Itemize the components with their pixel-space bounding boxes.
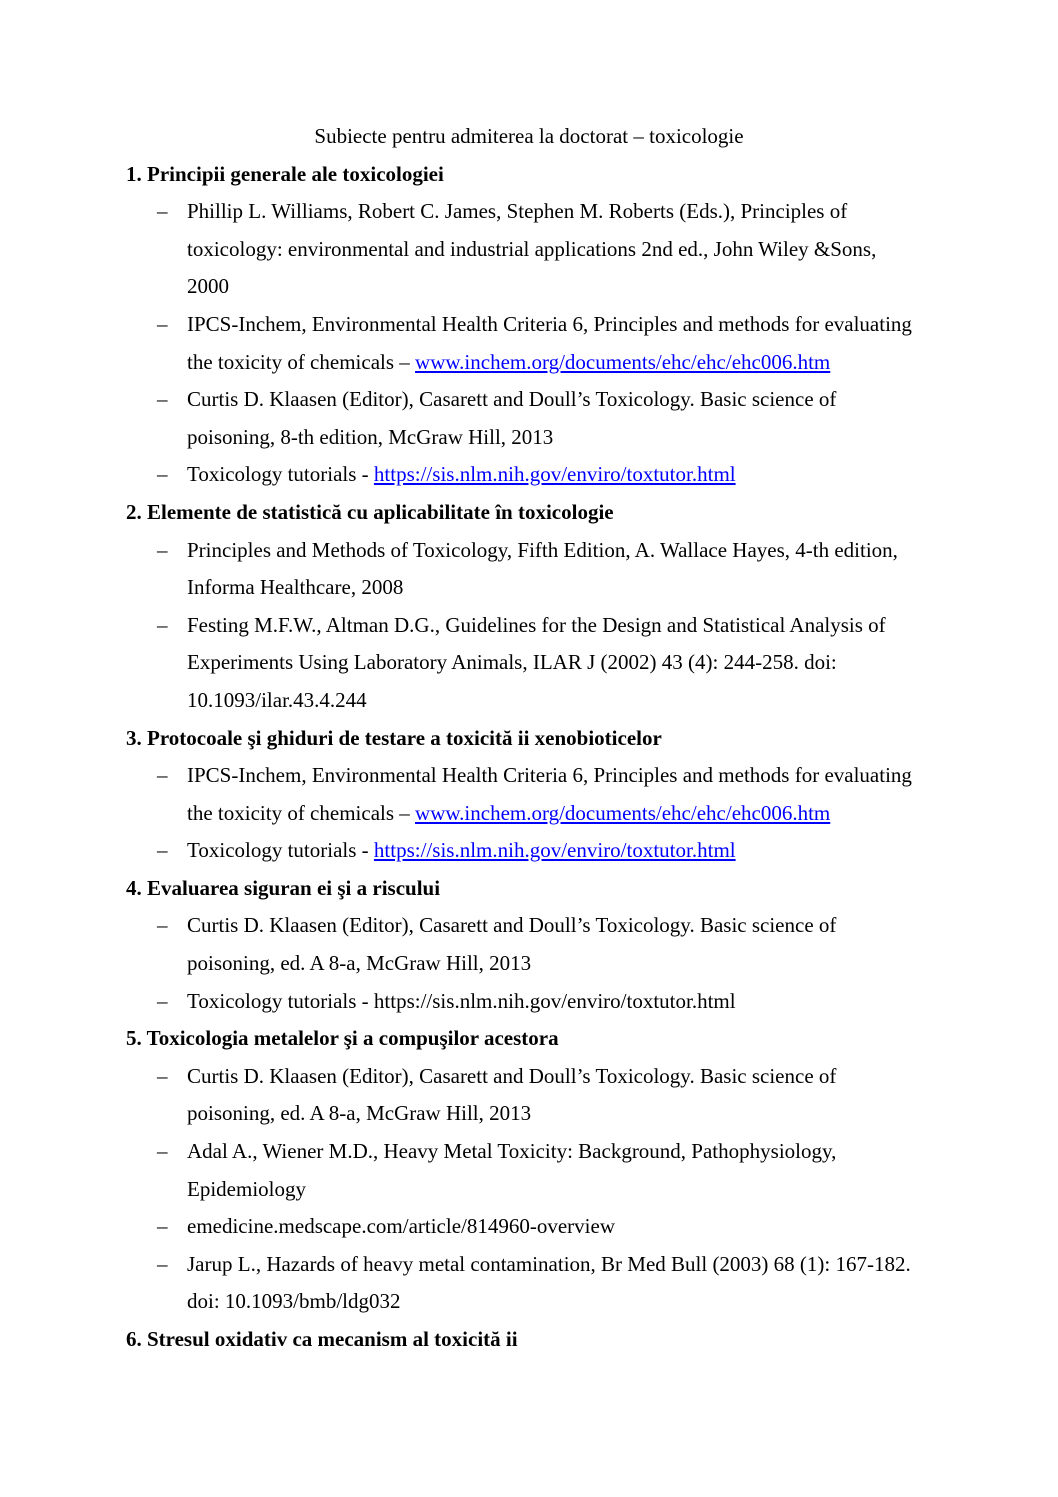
bullet-dash-marker: – [157, 1063, 168, 1088]
reference-item [126, 532, 932, 607]
section-heading: 1. Principii generale ale toxicologiei [126, 161, 444, 186]
bullet-dash-marker: – [157, 838, 168, 863]
bullet-dash-marker: – [157, 537, 168, 562]
reference-item [126, 306, 932, 381]
reference-item [126, 381, 932, 456]
reference-text: poisoning, ed. A 8-a, McGraw Hill, 2013 [187, 1101, 532, 1126]
reference-item [126, 757, 932, 832]
reference-line [157, 1058, 932, 1096]
bullet-dash-marker: – [157, 1139, 168, 1164]
reference-text: Curtis D. Klaasen (Editor), Casarett and Doull’s Toxicology. Basic science of [187, 913, 837, 938]
reference-line [157, 306, 932, 344]
reference-line [157, 983, 932, 1021]
reference-line [187, 268, 932, 306]
reference-line [157, 381, 932, 419]
reference-line [187, 1095, 932, 1133]
reference-text: IPCS-Inchem, Environmental Health Criteria 6, Principles and methods for evaluating [187, 763, 912, 788]
reference-line [187, 1283, 932, 1321]
reference-text: Curtis D. Klaasen (Editor), Casarett and Doull’s Toxicology. Basic science of [187, 387, 837, 412]
reference-line [187, 644, 932, 682]
reference-text: 10.1093/ilar.43.4.244 [187, 687, 367, 712]
reference-text: Toxicology tutorials - [187, 838, 374, 863]
reference-text: poisoning, 8-th edition, McGraw Hill, 2013 [187, 424, 554, 449]
sections-container [126, 156, 932, 1359]
reference-item [126, 832, 932, 870]
reference-item [126, 1133, 932, 1208]
reference-text: doi: 10.1093/bmb/ldg032 [187, 1289, 401, 1314]
hyperlink[interactable]: www.inchem.org/documents/ehc/ehc/ehc006.htm [415, 800, 831, 825]
reference-line [157, 907, 932, 945]
reference-item [126, 907, 932, 982]
reference-line [187, 419, 932, 457]
reference-line [187, 795, 932, 833]
bullet-dash-marker: – [157, 1251, 168, 1276]
reference-text: toxicology: environmental and industrial applications 2nd ed., John Wiley &Sons, [187, 236, 877, 261]
reference-text: poisoning, ed. A 8-a, McGraw Hill, 2013 [187, 951, 532, 976]
reference-line [157, 607, 932, 645]
reference-line [187, 569, 932, 607]
reference-line [157, 1208, 932, 1246]
reference-text: Principles and Methods of Toxicology, Fifth Edition, A. Wallace Hayes, 4-th edition, [187, 537, 898, 562]
reference-line [157, 832, 932, 870]
reference-item [126, 983, 932, 1021]
reference-line [157, 1133, 932, 1171]
hyperlink[interactable]: www.inchem.org/documents/ehc/ehc/ehc006.htm [415, 349, 831, 374]
bullet-dash-marker: – [157, 1214, 168, 1239]
reference-item [126, 193, 932, 306]
document-title: Subiecte pentru admiterea la doctorat – toxicologie [314, 124, 744, 148]
hyperlink[interactable]: https://sis.nlm.nih.gov/enviro/toxtutor.html [373, 838, 736, 863]
reference-line [157, 532, 932, 570]
reference-line [187, 945, 932, 983]
reference-text: the toxicity of chemicals – [187, 349, 416, 374]
reference-text: Informa Healthcare, 2008 [187, 575, 404, 600]
reference-line [187, 344, 932, 382]
reference-item [126, 607, 932, 720]
reference-text: IPCS-Inchem, Environmental Health Criteria 6, Principles and methods for evaluating [187, 311, 912, 336]
section-heading: 3. Protocoale şi ghiduri de testare a toxicită ii xenobioticelor [126, 725, 662, 750]
reference-text: 2000 [187, 274, 229, 299]
section-heading: 6. Stresul oxidativ ca mecanism al toxicită ii [126, 1327, 518, 1351]
reference-text: Curtis D. Klaasen (Editor), Casarett and Doull’s Toxicology. Basic science of [187, 1063, 837, 1088]
reference-text: Festing M.F.W., Altman D.G., Guidelines for the Design and Statistical Analysis of [187, 612, 886, 637]
reference-text: emedicine.medscape.com/article/814960-overview [187, 1214, 615, 1239]
reference-text: Toxicology tutorials - [187, 462, 374, 487]
reference-item [126, 1058, 932, 1133]
section-heading: 2. Elemente de statistică cu aplicabilitate în toxicologie [126, 499, 614, 524]
reference-text: Adal A., Wiener M.D., Heavy Metal Toxicity: Background, Pathophysiology, [187, 1139, 837, 1164]
bullet-dash-marker: – [157, 763, 168, 788]
reference-line [187, 682, 932, 720]
reference-text: Epidemiology [187, 1176, 306, 1201]
reference-text: Experiments Using Laboratory Animals, ILAR J (2002) 43 (4): 244-258. doi: [187, 650, 837, 675]
bullet-dash-marker: – [157, 387, 168, 412]
reference-item [126, 1246, 932, 1321]
reference-line [157, 456, 932, 494]
reference-line [157, 193, 932, 231]
reference-text: Toxicology tutorials - https://sis.nlm.nih.gov/enviro/toxtutor.html [187, 988, 736, 1013]
bullet-dash-marker: – [157, 199, 168, 224]
reference-text: Phillip L. Williams, Robert C. James, Stephen M. Roberts (Eds.), Principles of [187, 199, 848, 224]
bullet-dash-marker: – [157, 311, 168, 336]
reference-line [187, 231, 932, 269]
reference-text: the toxicity of chemicals – [187, 800, 416, 825]
bullet-dash-marker: – [157, 462, 168, 487]
reference-item [126, 456, 932, 494]
reference-text: Jarup L., Hazards of heavy metal contamination, Br Med Bull (2003) 68 (1): 167-182. [187, 1251, 911, 1276]
hyperlink[interactable]: https://sis.nlm.nih.gov/enviro/toxtutor.html [373, 462, 736, 487]
bullet-dash-marker: – [157, 612, 168, 637]
reference-line [157, 757, 932, 795]
bullet-dash-marker: – [157, 913, 168, 938]
reference-item [126, 1208, 932, 1246]
bullet-dash-marker: – [157, 988, 168, 1013]
reference-line [157, 1246, 932, 1284]
section-heading: 5. Toxicologia metalelor şi a compuşilor acestora [126, 1026, 559, 1051]
section-heading: 4. Evaluarea siguran ei şi a riscului [126, 875, 441, 900]
reference-line [187, 1171, 932, 1209]
